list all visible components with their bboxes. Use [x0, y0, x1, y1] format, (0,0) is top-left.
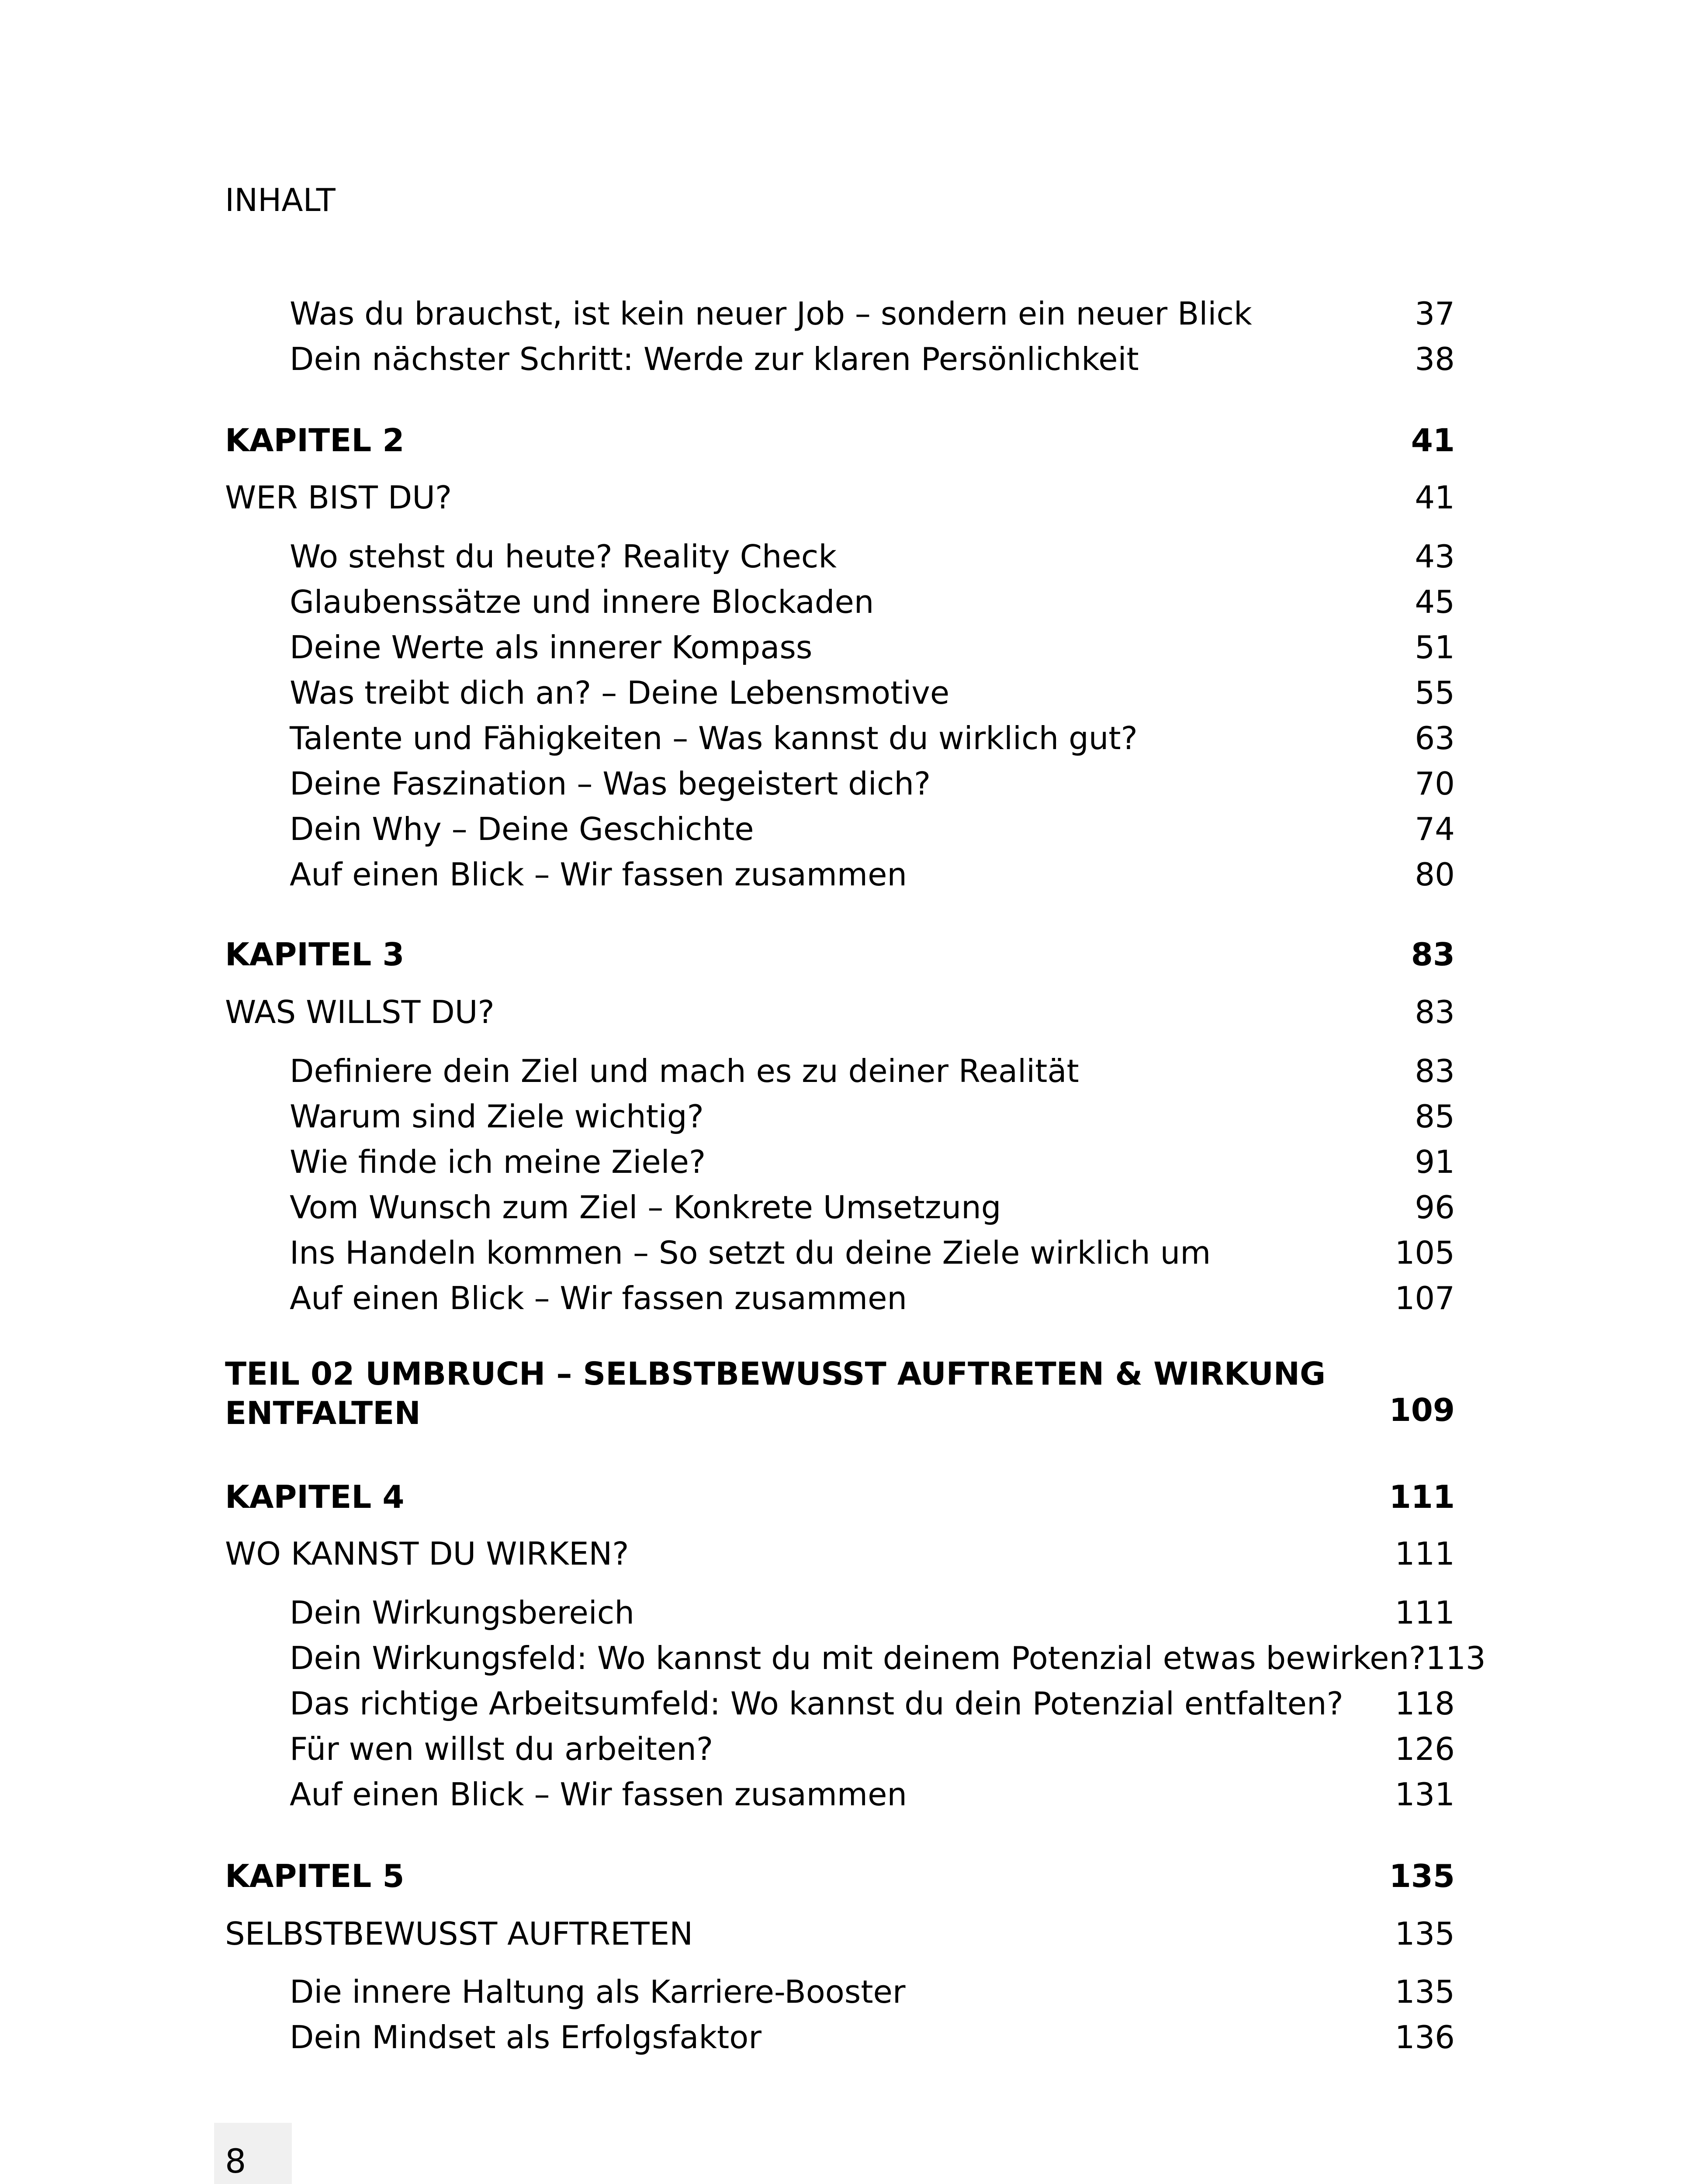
toc-entry-title: Auf einen Blick – Wir fassen zusammen	[290, 1280, 907, 1317]
toc-entry-title: Auf einen Blick – Wir fassen zusammen	[290, 1776, 907, 1813]
toc-entry-sub	[290, 579, 1455, 625]
toc-entry-title: Deine Faszination – Was begeistert dich?	[290, 765, 931, 802]
toc-entry-sub	[290, 336, 1455, 382]
toc-entry-section	[225, 475, 1455, 520]
toc-entry-sub	[290, 1230, 1455, 1275]
toc-entry-title: WAS WILLST DU?	[225, 994, 495, 1030]
toc-entry-page: 113	[1426, 1640, 1486, 1676]
toc-entry-page: 37	[1415, 295, 1455, 332]
toc-entry-sub	[290, 806, 1455, 852]
toc-entry-page: 135	[1389, 1858, 1455, 1894]
toc-entry-page: 136	[1395, 2019, 1455, 2056]
toc-entry-title: TEIL 02 UMBRUCH – SELBSTBEWUSST AUFTRETEN & WIRKUNG ENTFALTEN	[225, 1355, 1326, 1431]
toc-entry-page: 107	[1395, 1280, 1455, 1317]
toc-entry-page: 38	[1415, 341, 1455, 377]
toc-entry-sub	[290, 1590, 1455, 1635]
toc-entry-sub	[290, 1094, 1455, 1139]
toc-entry-title: KAPITEL 3	[225, 936, 405, 973]
toc-entry-chapter	[225, 418, 1455, 463]
toc-entry-title: Talente und Fähigkeiten – Was kannst du wirklich gut?	[290, 720, 1138, 757]
toc-entry-section	[225, 989, 1455, 1035]
toc-entry-page: 111	[1389, 1479, 1455, 1515]
page-number: 8	[225, 2142, 246, 2181]
toc-entry-page: 41	[1411, 422, 1455, 459]
page-title: INHALT	[225, 182, 336, 218]
toc-entry-page: 83	[1415, 994, 1455, 1030]
toc-entry-sub	[290, 1969, 1455, 2015]
toc-entry-page: 118	[1395, 1685, 1455, 1722]
toc-entry-title: Was du brauchst, ist kein neuer Job – sondern ein neuer Blick	[290, 295, 1252, 332]
toc-entry-page: 80	[1415, 856, 1455, 893]
toc-entry-page: 126	[1395, 1731, 1455, 1767]
toc-entry-chapter	[225, 1474, 1455, 1520]
toc-entry-page: 85	[1415, 1098, 1455, 1135]
toc-entry-section	[225, 1531, 1455, 1576]
toc-entry-sub	[290, 761, 1455, 806]
toc-entry-title: Deine Werte als innerer Kompass	[290, 629, 813, 666]
toc-entry-title: Wo stehst du heute? Reality Check	[290, 538, 837, 575]
toc-entry-title: WER BIST DU?	[225, 479, 452, 516]
toc-entry-sub	[290, 1048, 1455, 1094]
toc-entry-page: 41	[1415, 479, 1455, 516]
toc-entry-title: Dein nächster Schritt: Werde zur klaren Persönlichkeit	[290, 341, 1139, 377]
toc-entry-sub	[290, 1726, 1455, 1772]
toc-entry-title: Dein Wirkungsbereich	[290, 1594, 634, 1631]
toc-entry-page: 51	[1415, 629, 1455, 666]
toc-entry-section	[225, 1911, 1455, 1956]
toc-entry-page: 111	[1395, 1535, 1455, 1572]
toc-entry-title: Glaubenssätze und innere Blockaden	[290, 584, 874, 620]
toc-entry-page: 70	[1415, 765, 1455, 802]
toc-entry-sub	[290, 291, 1455, 336]
toc-entry-sub	[290, 1139, 1455, 1185]
toc-entry-title: Was treibt dich an? – Deine Lebensmotive	[290, 674, 950, 711]
toc-entry-teil	[225, 1354, 1455, 1433]
toc-entry-title: Wie finde ich meine Ziele?	[290, 1144, 706, 1180]
toc-entry-chapter	[225, 932, 1455, 977]
toc-entry-page: 91	[1415, 1144, 1455, 1180]
toc-entry-page: 55	[1415, 674, 1455, 711]
toc-entry-title: KAPITEL 2	[225, 422, 405, 459]
toc-entry-sub	[290, 1681, 1455, 1726]
toc-entry-sub	[290, 534, 1455, 579]
toc-entry-title: Dein Why – Deine Geschichte	[290, 811, 754, 847]
toc-entry-title: Auf einen Blick – Wir fassen zusammen	[290, 856, 907, 893]
toc-entry-page: 135	[1395, 1973, 1455, 2010]
toc-entry-title: Definiere dein Ziel und mach es zu deiner Realität	[290, 1053, 1079, 1089]
toc-entry-page: 74	[1415, 811, 1455, 847]
toc-entry-title: Die innere Haltung als Karriere-Booster	[290, 1973, 906, 2010]
toc-entry-title: KAPITEL 4	[225, 1479, 405, 1515]
toc-entry-page: 83	[1411, 936, 1455, 973]
toc-entry-title: Ins Handeln kommen – So setzt du deine Ziele wirklich um	[290, 1234, 1211, 1271]
toc-entry-page: 105	[1395, 1234, 1455, 1271]
toc-entry-title: Für wen willst du arbeiten?	[290, 1731, 713, 1767]
toc-entry-page: 43	[1415, 538, 1455, 575]
toc-entry-sub	[290, 1635, 1486, 1681]
toc-entry-page: 83	[1415, 1053, 1455, 1089]
toc-entry-page: 111	[1395, 1594, 1455, 1631]
toc-entry-chapter	[225, 1853, 1455, 1899]
toc-entry-sub	[290, 852, 1455, 897]
toc-entry-sub	[290, 670, 1455, 715]
toc-entry-title: KAPITEL 5	[225, 1858, 405, 1894]
toc-entry-page: 109	[1389, 1392, 1455, 1428]
toc-entry-page: 135	[1395, 1915, 1455, 1952]
toc-entry-page: 131	[1395, 1776, 1455, 1813]
toc-entry-title: Vom Wunsch zum Ziel – Konkrete Umsetzung	[290, 1189, 1001, 1226]
toc-entry-title: Das richtige Arbeitsumfeld: Wo kannst du dein Potenzial entfalten?	[290, 1685, 1343, 1722]
toc-entry-title: WO KANNST DU WIRKEN?	[225, 1535, 629, 1572]
toc-entry-title: Dein Mindset als Erfolgsfaktor	[290, 2019, 762, 2056]
toc-entry-title: Warum sind Ziele wichtig?	[290, 1098, 704, 1135]
toc-entry-sub	[290, 625, 1455, 670]
toc-entry-title: Dein Wirkungsfeld: Wo kannst du mit deinem Potenzial etwas bewirken?	[290, 1640, 1426, 1676]
toc-entry-page: 63	[1415, 720, 1455, 757]
toc-entry-sub	[290, 1772, 1455, 1817]
toc-entry-sub	[290, 2015, 1455, 2060]
toc-entry-page: 45	[1415, 584, 1455, 620]
toc-entry-sub	[290, 1275, 1455, 1321]
toc-entry-page: 96	[1415, 1189, 1455, 1226]
toc-entry-sub	[290, 715, 1455, 761]
toc-entry-title: SELBSTBEWUSST AUFTRETEN	[225, 1915, 693, 1952]
toc-entry-sub	[290, 1185, 1455, 1230]
